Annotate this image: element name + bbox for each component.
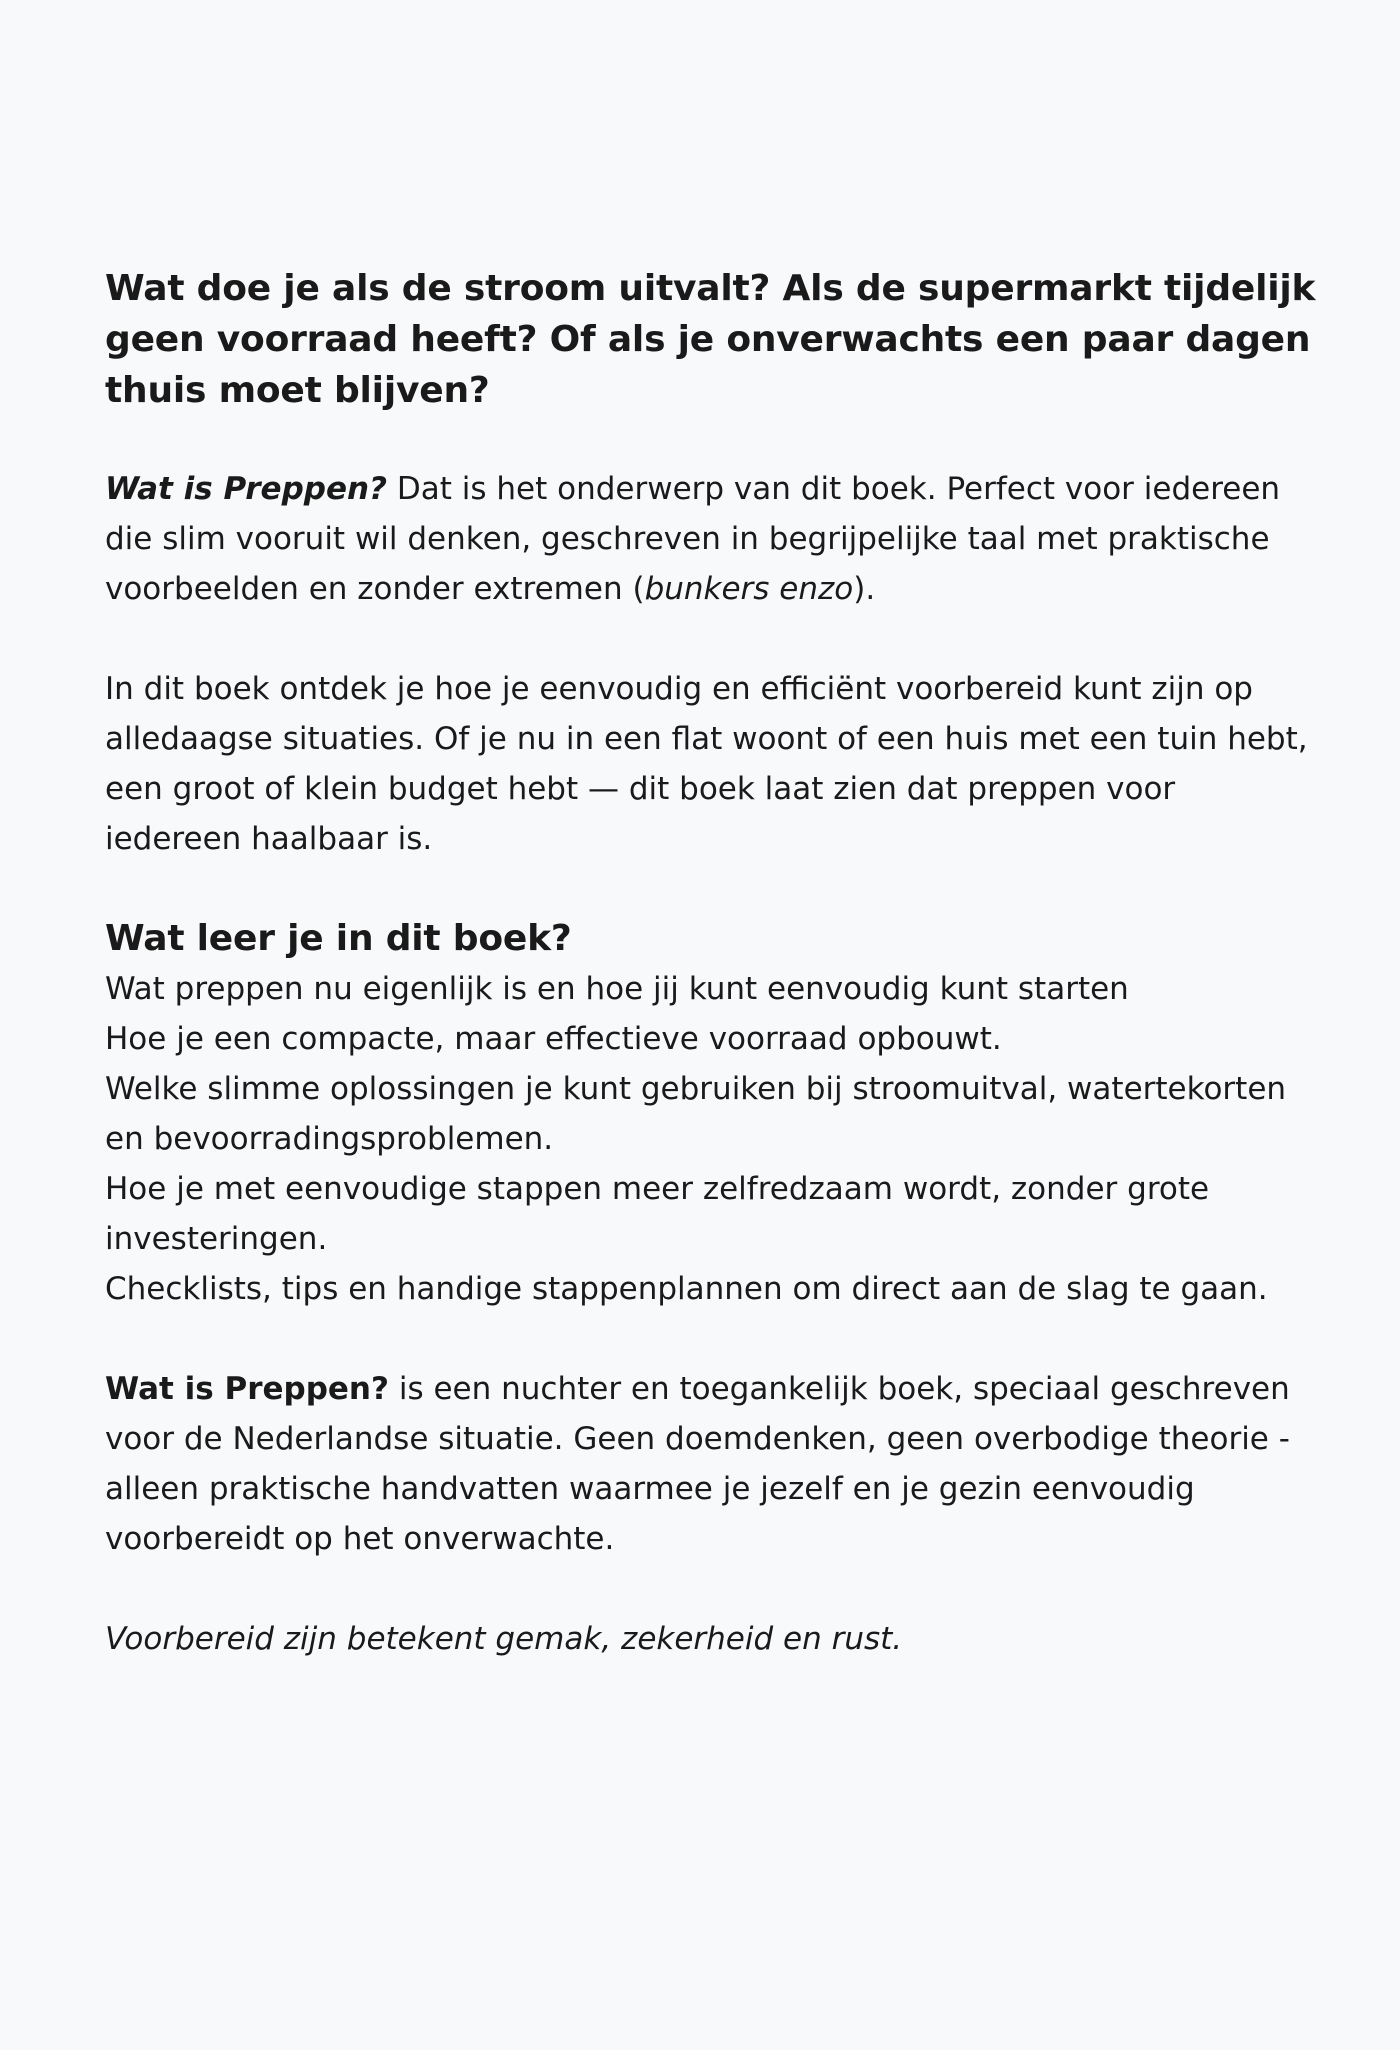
list-item: Hoe je een compacte, maar effectieve voorraad opbouwt. [105, 1021, 1002, 1057]
intro-lead: Wat doe je als de stroom uitvalt? Als de supermarkt tijdelijk geen voorraad heeft? Of als je onverwachts een paar dagen thuis moet blijven? [105, 268, 1316, 411]
learn-list [105, 964, 1320, 1314]
summary-paragraph [105, 1364, 1320, 1564]
intro-paragraph-aside: bunkers enzo [644, 571, 854, 607]
intro-paragraph [105, 464, 1320, 614]
intro-paragraph-text: Dat is het onderwerp van dit boek. Perfect voor iedereen die slim vooruit wil denken, geschreven in begrijpelijke taal met praktische voorbeelden en zonder extremen ( [105, 471, 1281, 607]
closing-line: Voorbereid zijn betekent gemak, zekerheid en rust. [105, 1621, 903, 1657]
list-item: Welke slimme oplossingen je kunt gebruiken bij stroomuitval, watertekorten en bevoorradingsproblemen. [105, 1071, 1287, 1157]
description-paragraph: In dit boek ontdek je hoe je eenvoudig en efficiënt voorbereid kunt zijn op alledaagse situaties. Of je nu in een flat woont of een huis met een tuin hebt, een groot of klein budget hebt — dit boek laat zien dat preppen voor iedereen haalbaar is. [105, 671, 1308, 857]
learn-heading: Wat leer je in dit boek? [105, 918, 572, 959]
list-item: Hoe je met eenvoudige stappen meer zelfredzaam wordt, zonder grote investeringen. [105, 1171, 1210, 1257]
summary-paragraph-text: is een nuchter en toegankelijk boek, speciaal geschreven voor de Nederlandse situatie. Geen doemdenken, geen overbodige theorie - alleen praktische handvatten waarmee je jezelf en je gezin eenvoudig voorbereidt op het onverwachte. [105, 1371, 1290, 1557]
intro-paragraph-end: ). [853, 571, 876, 607]
list-item: Checklists, tips en handige stappenplannen om direct aan de slag te gaan. [105, 1271, 1268, 1307]
book-title-bold-italic: Wat is Preppen? [105, 471, 388, 507]
book-title-bold: Wat is Preppen? [105, 1371, 389, 1407]
list-item: Wat preppen nu eigenlijk is en hoe jij kunt eenvoudig kunt starten [105, 971, 1129, 1007]
